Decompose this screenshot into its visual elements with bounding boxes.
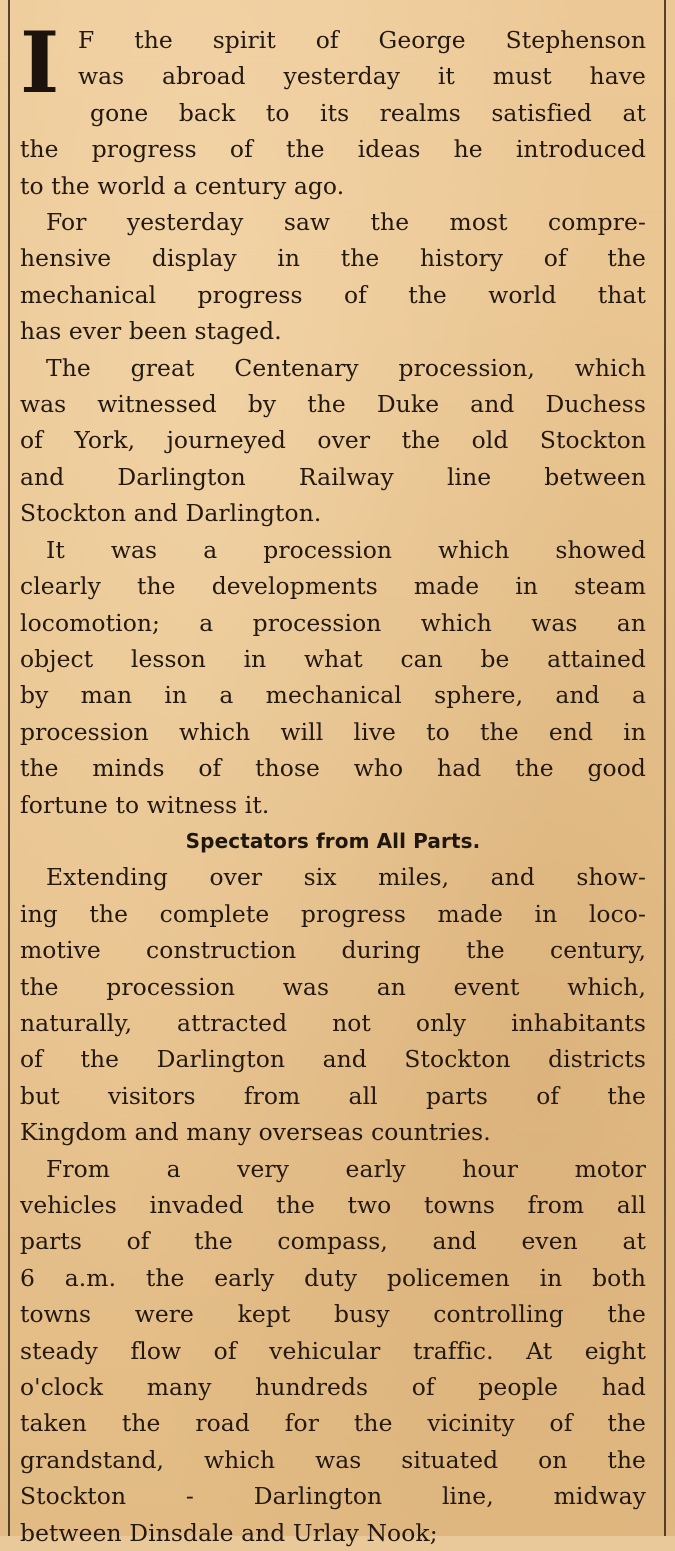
text-line: ing the complete progress made in loco-	[20, 899, 646, 928]
text-line: parts of the compass, and even at	[20, 1227, 646, 1256]
article-paragraph	[20, 204, 646, 350]
text-line: Kingdom and many overseas countries.	[20, 1118, 491, 1147]
text-line: Stockton and Darlington.	[20, 499, 322, 528]
text-line: of the Darlington and Stockton districts	[20, 1045, 646, 1074]
text-line: For yesterday saw the most compre-	[46, 208, 646, 237]
text-line: mechanical progress of the world that	[20, 280, 646, 309]
text-line: has ever been staged.	[20, 317, 282, 346]
text-line: gone back to its realms satisfied at	[90, 98, 646, 127]
text-line: Extending over six miles, and show-	[46, 863, 646, 892]
text-line: The great Centenary procession, which	[46, 353, 646, 382]
text-line: the procession was an event which,	[20, 972, 646, 1001]
article-paragraph	[20, 350, 646, 532]
text-line: the progress of the ideas he introduced	[20, 135, 646, 164]
drop-cap: I	[20, 13, 60, 112]
text-line: F the spirit of George Stephenson	[78, 26, 646, 54]
text-line: procession which will live to the end in	[20, 717, 646, 746]
column-rule-left	[8, 0, 10, 1536]
text-line: clearly the developments made in steam	[20, 572, 646, 601]
text-line: fortune to witness it.	[20, 790, 270, 819]
article-paragraph	[20, 532, 646, 823]
text-line: but visitors from all parts of the	[20, 1081, 646, 1110]
text-line: Stockton - Darlington line, midway	[20, 1482, 646, 1511]
text-line: It was a procession which showed	[46, 535, 646, 564]
text-line: grandstand, which was situated on the	[20, 1445, 646, 1474]
text-line: 6 a.m. the early duty policemen in both	[20, 1263, 646, 1292]
text-line: o'clock many hundreds of people had	[20, 1373, 646, 1402]
text-line: locomotion; a procession which was an	[20, 608, 646, 637]
text-line: steady flow of vehicular traffic. At eight	[20, 1336, 646, 1365]
text-line: of York, journeyed over the old Stockton	[20, 426, 646, 455]
text-line: motive construction during the century,	[20, 936, 646, 965]
text-line: taken the road for the vicinity of the	[20, 1409, 646, 1438]
text-line: was abroad yesterday it must have	[78, 62, 646, 91]
text-line: From a very early hour motor	[46, 1154, 646, 1183]
text-line: naturally, attracted not only inhabitants	[20, 1008, 646, 1037]
text-line: hensive display in the history of the	[20, 244, 646, 273]
text-line: the minds of those who had the good	[20, 754, 646, 783]
section-subheading: Spectators from All Parts.	[185, 828, 481, 853]
text-line: to the world a century ago.	[20, 171, 345, 200]
article-paragraph	[20, 13, 646, 204]
text-line: by man in a mechanical sphere, and a	[20, 681, 646, 710]
article-column	[20, 13, 646, 1551]
text-line: between Dinsdale and Urlay Nook;	[20, 1518, 438, 1547]
text-line: vehicles invaded the two towns from all	[20, 1191, 646, 1219]
text-line: towns were kept busy controlling the	[20, 1300, 646, 1329]
text-line: and Darlington Railway line between	[20, 462, 646, 491]
text-line: was witnessed by the Duke and Duchess	[20, 390, 646, 419]
article-paragraph	[20, 1151, 646, 1551]
article-paragraph	[20, 859, 646, 1150]
column-rule-right	[664, 0, 666, 1536]
text-line: object lesson in what can be attained	[20, 644, 646, 673]
